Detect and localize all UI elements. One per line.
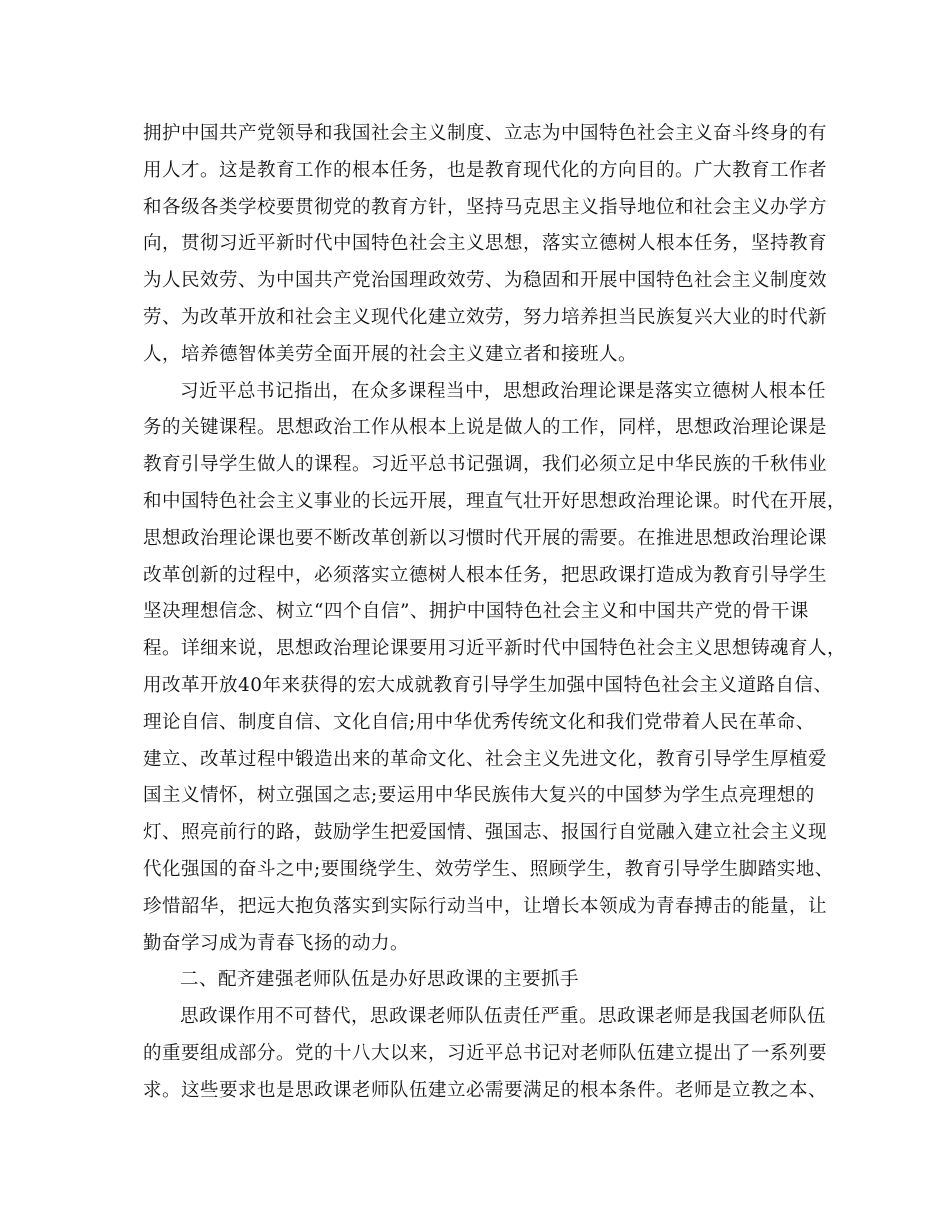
text-line: 向，贯彻习近平新时代中国特色社会主义思想，落实立德树人根本任务，坚持教育 [143, 233, 828, 255]
text-line: 思政课作用不可替代，思政课老师队伍责任严重。思政课老师是我国老师队伍 [180, 1006, 827, 1028]
text-line: 勤奋学习成为青春飞扬的动力。 [143, 932, 410, 954]
text-line: 建立、改革过程中锻造出来的革命文化、社会主义先进文化，教育引导学生厚植爱 [143, 748, 828, 770]
text-line: 珍惜韶华，把远大抱负落实到实际行动当中，让增长本领成为青春搏击的能量，让 [143, 895, 828, 917]
document-body [143, 116, 847, 1110]
text-line: 二、配齐建强老师队伍是办好思政课的主要抓手 [180, 969, 580, 991]
text-line: 程。详细来说，思想政治理论课要用习近平新时代中国特色社会主义思想铸魂育人， [143, 638, 847, 660]
text-line: 教育引导学生做人的课程。习近平总书记强调，我们必须立足中华民族的千秋伟业 [143, 454, 828, 476]
text-line: 劳、为改革开放和社会主义现代化建立效劳，努力培养担当民族复兴大业的时代新 [143, 306, 828, 328]
text-line: 坚决理想信念、树立“四个自信”、拥护中国特色社会主义和中国共产党的骨干课 [143, 601, 809, 623]
text-line: 代化强国的奋斗之中;要围绕学生、效劳学生、照顾学生，教育引导学生脚踏实地、 [143, 858, 834, 880]
text-line: 人，培养德智体美劳全面开展的社会主义建立者和接班人。 [143, 343, 638, 365]
text-line: 习近平总书记指出，在众多课程当中，思想政治理论课是落实立德树人根本任 [180, 380, 827, 402]
text-line: 和中国特色社会主义事业的长远开展，理直气壮开好思想政治理论课。时代在开展， [143, 490, 847, 512]
text-line: 用改革开放40年来获得的宏大成就教育引导学生加强中国特色社会主义道路自信、 [143, 674, 833, 696]
text-line: 拥护中国共产党领导和我国社会主义制度、立志为中国特色社会主义奋斗终身的有 [143, 123, 828, 144]
text-line: 的重要组成部分。党的十八大以来，习近平总书记对老师队伍建立提出了一系列要 [143, 1042, 828, 1064]
text-line: 用人才。这是教育工作的根本任务，也是教育现代化的方向目的。广大教育工作者 [143, 159, 828, 181]
text-line: 国主义情怀，树立强国之志;要运用中华民族伟大复兴的中国梦为学生点亮理想的 [143, 785, 815, 807]
text-line: 改革创新的过程中，必须落实立德树人根本任务，把思政课打造成为教育引导学生 [143, 564, 828, 586]
text-line: 为人民效劳、为中国共产党治国理政效劳、为稳固和开展中国特色社会主义制度效 [143, 270, 828, 292]
text-line: 理论自信、制度自信、文化自信;用中华优秀传统文化和我们党带着人民在革命、 [143, 711, 815, 733]
text-line: 思想政治理论课也要不断改革创新以习惯时代开展的需要。在推进思想政治理论课 [143, 527, 828, 549]
text-line: 求。这些要求也是思政课老师队伍建立必需要满足的根本条件。老师是立教之本、 [143, 1079, 828, 1101]
text-line: 务的关键课程。思想政治工作从根本上说是做人的工作，同样，思想政治理论课是 [143, 417, 828, 439]
text-line: 灯、照亮前行的路，鼓励学生把爱国情、强国志、报国行自觉融入建立社会主义现 [143, 822, 828, 844]
text-line: 和各级各类学校要贯彻党的教育方针，坚持马克思主义指导地位和社会主义办学方 [143, 196, 828, 218]
